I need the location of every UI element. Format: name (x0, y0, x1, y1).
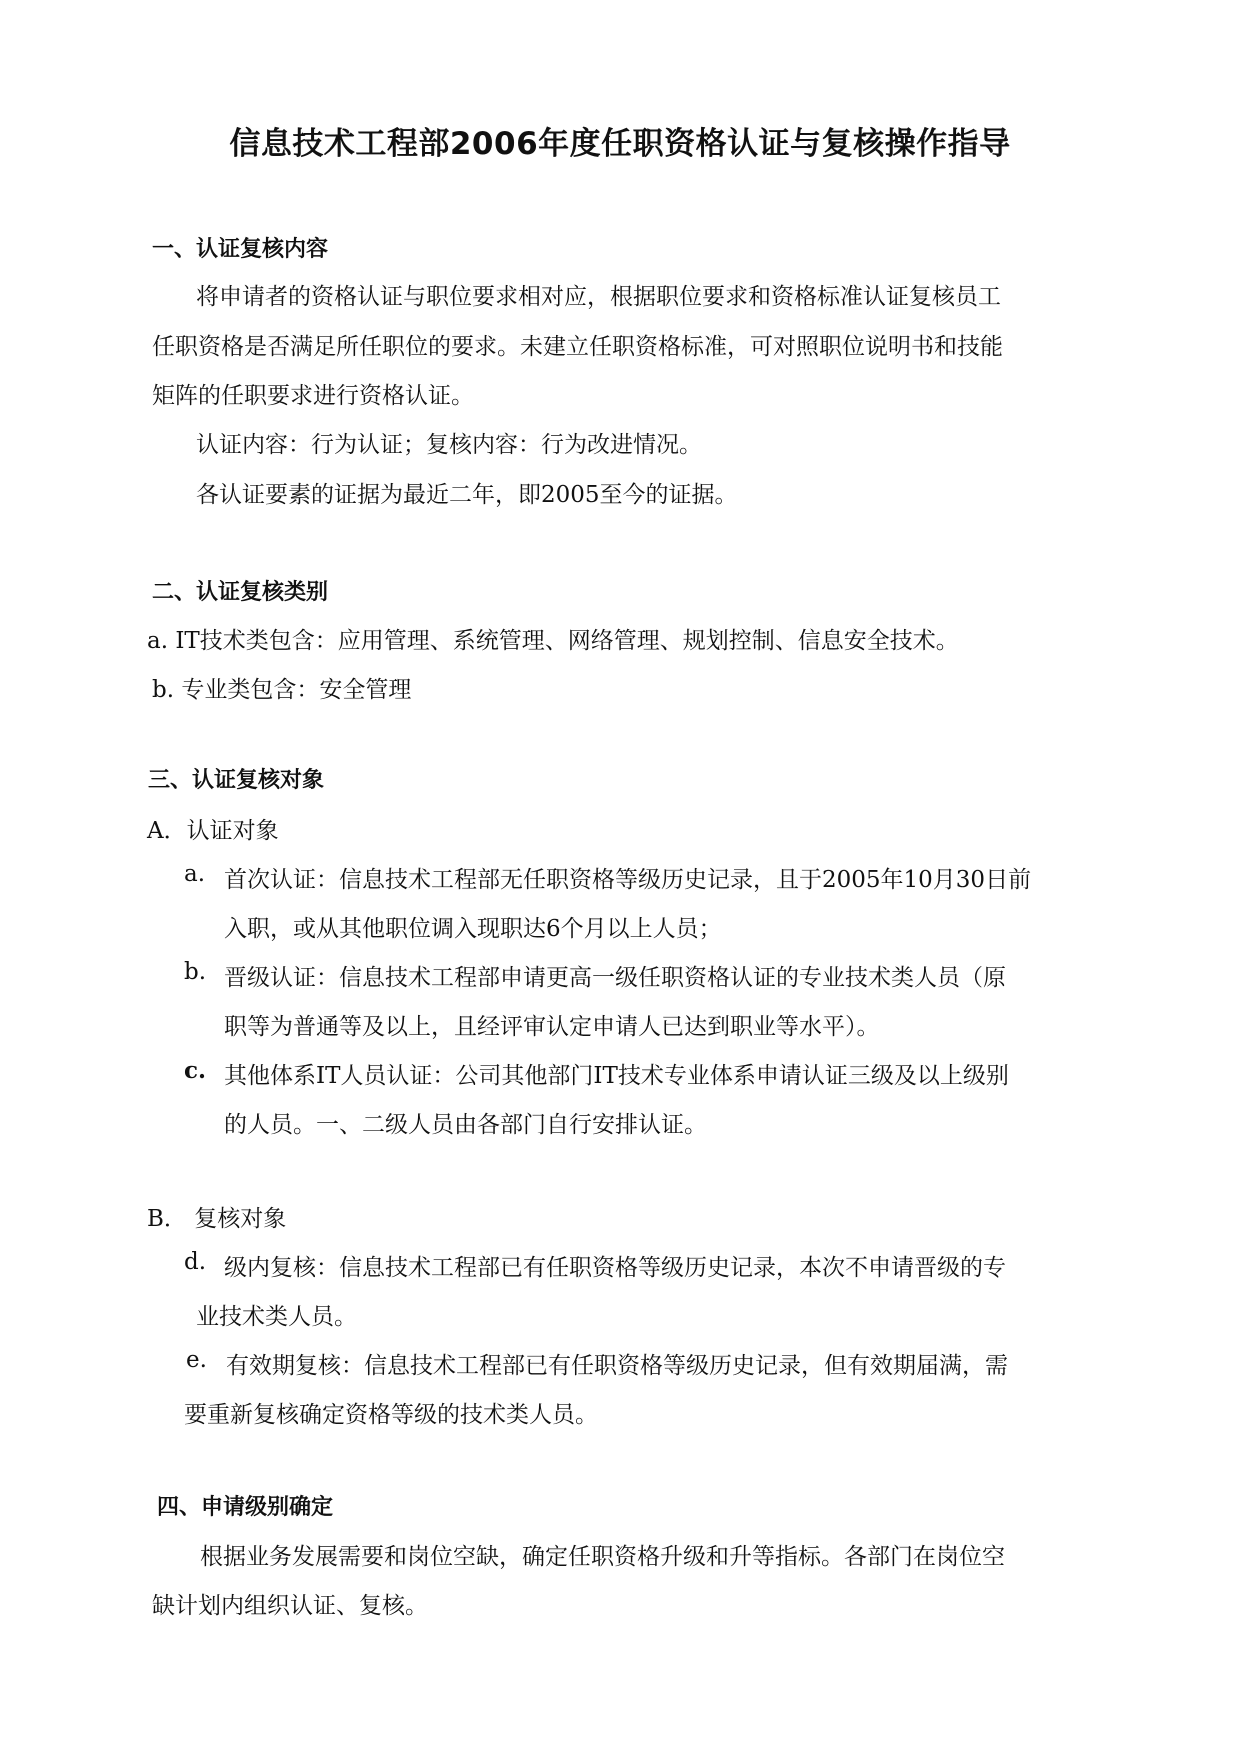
paragraph-line: 各认证要素的证据为最近二年，即2005至今的证据。 (196, 482, 738, 508)
paragraph-line: 认证内容：行为认证；复核内容：行为改进情况。 (196, 432, 702, 458)
section-3-heading: 三、认证复核对象 (148, 768, 325, 793)
list-item: 其他体系IT人员认证：公司其他部门IT技术专业体系申请认证三级及以上级别 (224, 1063, 1009, 1089)
subsection-heading: B． 复核对象 (147, 1206, 287, 1232)
list-item: a. IT技术类包含：应用管理、系统管理、网络管理、规划控制、信息安全技术。 (147, 628, 959, 654)
list-item: 业技术类人员。 (196, 1304, 357, 1330)
list-item: 入职，或从其他职位调入现职达6个月以上人员； (224, 916, 722, 942)
paragraph-line: 任职资格是否满足所任职位的要求。未建立任职资格标准，可对照职位说明书和技能 (152, 334, 1003, 360)
list-item: 有效期复核：信息技术工程部已有任职资格等级历史记录，但有效期届满，需 (226, 1353, 1008, 1379)
list-item: 首次认证：信息技术工程部无任职资格等级历史记录，且于2005年10月30日前 (224, 867, 1032, 893)
paragraph-line: 根据业务发展需要和岗位空缺，确定任职资格升级和升等指标。各部门在岗位空 (200, 1544, 1005, 1570)
list-item: 级内复核：信息技术工程部已有任职资格等级历史记录，本次不申请晋级的专 (224, 1255, 1006, 1281)
list-item-label: c. (184, 1057, 207, 1084)
section-1-heading: 一、认证复核内容 (152, 237, 329, 262)
document-title: 信息技术工程部2006年度任职资格认证与复核操作指导 (229, 126, 1011, 162)
section-4-heading: 四、申请级别确定 (157, 1495, 334, 1520)
list-item: 职等为普通等及以上，且经评审认定申请人已达到职业等水平）。 (224, 1014, 880, 1040)
section-2-heading: 二、认证复核类别 (152, 580, 329, 605)
list-item: 的人员。一、二级人员由各部门自行安排认证。 (224, 1112, 707, 1138)
list-item: 要重新复核确定资格等级的技术类人员。 (184, 1402, 598, 1428)
list-item: b. 专业类包含：安全管理 (152, 677, 412, 703)
paragraph-line: 缺计划内组织认证、复核。 (152, 1593, 428, 1619)
list-item-label: b. (184, 959, 207, 985)
subsection-heading: A．认证对象 (147, 818, 279, 844)
list-item-label: d. (184, 1249, 207, 1275)
list-item-label: e. (186, 1347, 207, 1373)
paragraph-line: 矩阵的任职要求进行资格认证。 (152, 383, 474, 409)
list-item-label: a. (184, 861, 206, 887)
list-item: 晋级认证：信息技术工程部申请更高一级任职资格认证的专业技术类人员（原 (224, 965, 1006, 991)
paragraph-line: 将申请者的资格认证与职位要求相对应，根据职位要求和资格标准认证复核员工 (196, 284, 1001, 310)
